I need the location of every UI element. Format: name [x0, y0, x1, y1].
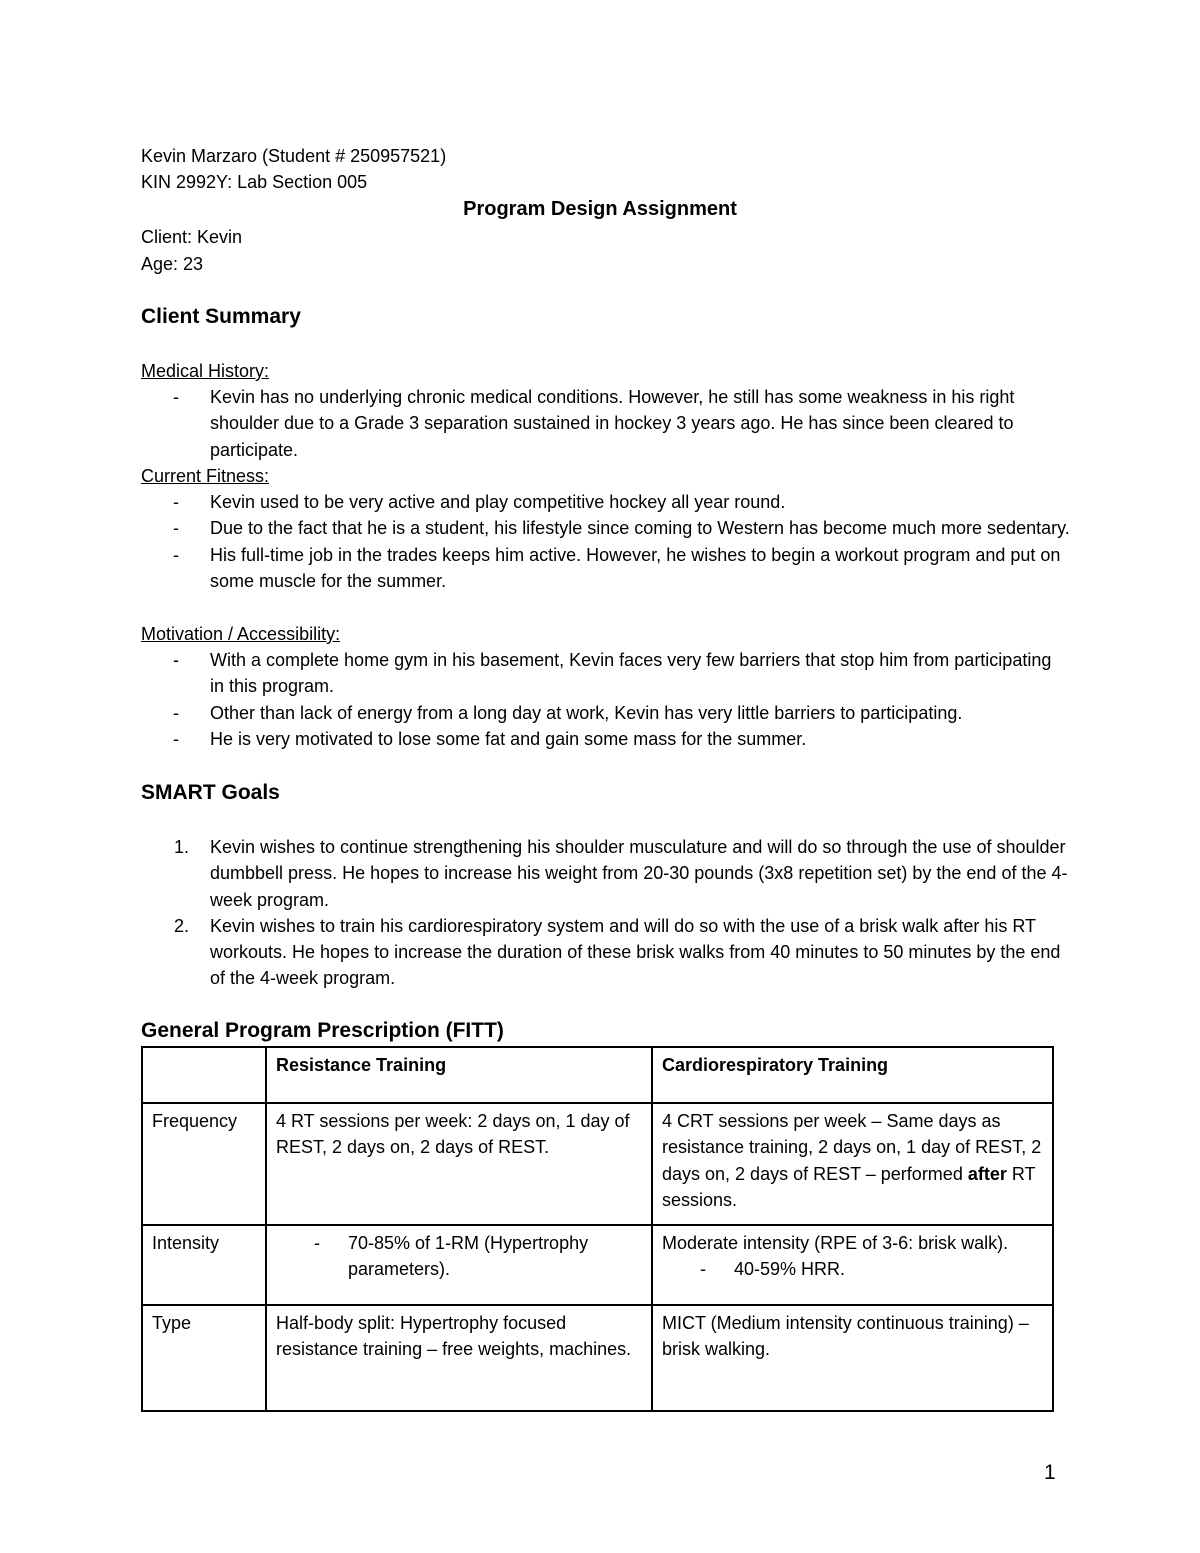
client-line: Client: Kevin: [141, 227, 243, 247]
client-summary-heading: Client Summary: [141, 305, 301, 328]
page-number: 1: [1044, 1461, 1056, 1484]
row-label-intensity: Intensity: [142, 1225, 266, 1305]
current-fitness-list: [141, 489, 1070, 594]
type-rt-cell: Half-body split: Hypertrophy focused resistance training – free weights, machines.: [266, 1305, 652, 1411]
medical-history-list: [141, 384, 1070, 463]
list-item: - With a complete home gym in his basement, Kevin faces very few barriers that stop him from participating in this program.: [141, 647, 1070, 700]
age-line: Age: 23: [141, 254, 204, 274]
motivation-list: [141, 647, 1070, 752]
frequency-crt-text: 4 CRT sessions per week – Same days as resistance training, 2 days on, 1 day of REST, 2 days on, 2 days of REST – performed: [662, 1111, 1042, 1184]
column-header-crt: Cardiorespiratory Training: [652, 1047, 1053, 1103]
document-title: Program Design Assignment: [463, 198, 737, 220]
current-fitness-label: Current Fitness:: [141, 466, 270, 486]
intensity-crt-text: Moderate intensity (RPE of 3-6: brisk walk).: [662, 1233, 1009, 1253]
type-crt-cell: MICT (Medium intensity continuous training) – brisk walking.: [652, 1305, 1053, 1411]
item-text: Kevin wishes to continue strengthening his shoulder musculature and will do so through the use of shoulder dumbbell press. He hopes to increase his weight from 20-30 pounds (3x8 repetition set) by the end of the 4-week program.: [210, 837, 1068, 910]
intensity-rt-cell: [266, 1225, 652, 1305]
table-row: [142, 1225, 1053, 1305]
frequency-crt-text-end: RT sessions.: [662, 1163, 1036, 1210]
frequency-rt-cell: 4 RT sessions per week: 2 days on, 1 day of REST, 2 days on, 2 days of REST.: [266, 1103, 652, 1225]
item-number: 1.: [174, 837, 190, 857]
table-cell: [142, 1047, 266, 1103]
list-item: - He is very motivated to lose some fat and gain some mass for the summer.: [141, 726, 1070, 752]
fitt-heading: General Program Prescription (FITT): [141, 1019, 504, 1042]
intensity-crt-dash-item: - 40-59% HRR.: [662, 1256, 1043, 1282]
list-item: - Kevin used to be very active and play competitive hockey all year round.: [141, 489, 1070, 515]
row-label-type: Type: [142, 1305, 266, 1411]
fitt-table: [141, 1046, 1054, 1412]
list-item: - His full-time job in the trades keeps him active. However, he wishes to begin a workout program and put on some muscle for the summer.: [141, 542, 1070, 595]
intensity-crt-cell: [652, 1225, 1053, 1305]
list-item: [141, 913, 1070, 992]
table-row: [142, 1047, 1053, 1103]
list-item: - Kevin has no underlying chronic medical conditions. However, he still has some weakness in his right shoulder due to a Grade 3 separation sustained in hockey 3 years ago. He has since been cleared to participate.: [141, 384, 1070, 463]
frequency-crt-emphasis: after: [967, 1163, 1007, 1184]
list-item: [141, 834, 1070, 913]
student-line: Kevin Marzaro (Student # 250957521): [141, 146, 447, 166]
smart-goals-list: [141, 834, 1070, 992]
table-row: [142, 1305, 1053, 1411]
row-label-frequency: Frequency: [142, 1103, 266, 1225]
column-header-rt: Resistance Training: [266, 1047, 652, 1103]
frequency-crt-cell: [652, 1103, 1053, 1225]
course-line: KIN 2992Y: Lab Section 005: [141, 172, 368, 192]
medical-history-label: Medical History:: [141, 361, 270, 381]
item-number: 2.: [174, 915, 190, 936]
list-item: - Due to the fact that he is a student, his lifestyle since coming to Western has become much more sedentary.: [141, 515, 1070, 541]
item-text: Kevin wishes to train his cardiorespiratory system and will do so with the use of a brisk walk after his RT workouts. He hopes to increase the duration of these brisk walks from 40 minutes to 50 minutes by the end of the 4-week program.: [210, 915, 1061, 989]
intensity-rt-dash-item: - 70-85% of 1-RM (Hypertrophy parameters).: [276, 1230, 642, 1283]
smart-goals-heading: SMART Goals: [141, 781, 280, 804]
table-row: [142, 1103, 1053, 1225]
motivation-label: Motivation / Accessibility:: [141, 624, 341, 644]
list-item: - Other than lack of energy from a long day at work, Kevin has very little barriers to participating.: [141, 700, 1070, 726]
